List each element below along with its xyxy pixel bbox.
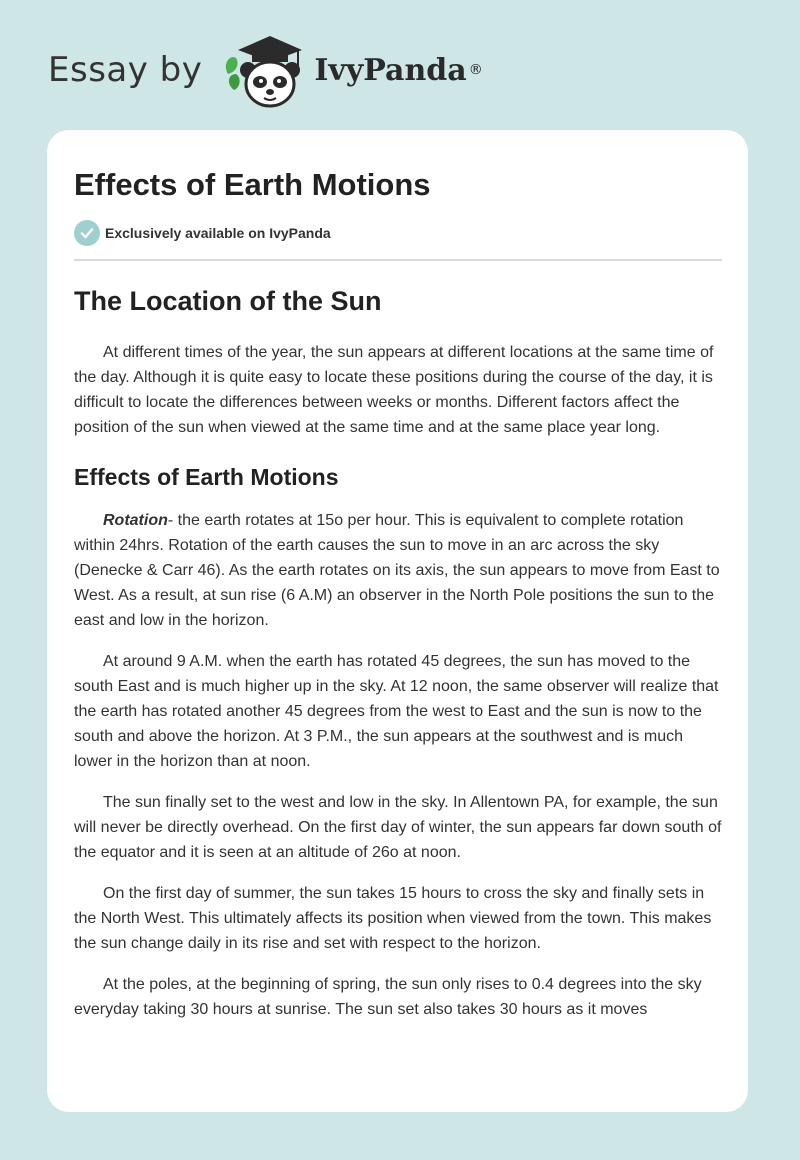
essay-card (47, 130, 748, 1112)
registered-mark: ® (468, 62, 483, 78)
paragraph-text: - the earth rotates at 15o per hour. This is equivalent to complete rotation within 24hrs. Rotation of the earth causes the sun to move in an arc across the sky (Denecke & Carr 46). As the earth rotates on its axis, the sun appears to move from East to West. As a result, at sun rise (6 A.M) an observer in the North Pole positions the sun to the east and low in the horizon. (74, 512, 720, 630)
paragraph: At different times of the year, the sun appears at different locations at the same time of the day. Although it is quite easy to locate these positions during the course of the day, it is difficult to locate the differences between weeks or months. Different factors affect the position of the sun when viewed at the same time and at the same place year long. (74, 343, 714, 436)
brand-prefix: Essay by (48, 50, 203, 90)
exclusive-badge (74, 220, 722, 246)
paragraph: At around 9 A.M. when the earth has rotated 45 degrees, the sun has moved to the south East and is much higher up in the sky. At 12 noon, the same observer will realize that the earth has rotated another 45 degrees from the west to East and the sun is now to the south and above the horizon. At 3 P.M., the sun appears at the southwest and is much lower in the horizon than at noon. (74, 653, 719, 771)
panda-graduate-icon (218, 30, 310, 110)
section-heading: The Location of the Sun (74, 286, 382, 317)
brand-name: IvyPanda (314, 52, 467, 88)
divider (74, 259, 722, 261)
exclusive-label: Exclusively available on IvyPanda (105, 225, 331, 242)
paragraph: The sun finally set to the west and low in the sky. In Allentown PA, for example, the sun will never be directly overhead. On the first day of winter, the sun appears far down south of the equator and it is seen at an altitude of 26o at noon. (74, 794, 722, 862)
site-header (48, 30, 483, 110)
check-circle-icon (74, 220, 100, 246)
essay-title: Effects of Earth Motions (74, 167, 431, 202)
subsection-heading: Effects of Earth Motions (74, 463, 339, 490)
paragraph: At the poles, at the beginning of spring, the sun only rises to 0.4 degrees into the sky everyday taking 30 hours at sunrise. The sun set also takes 30 hours as it moves (74, 976, 702, 1019)
paragraph: On the first day of summer, the sun takes 15 hours to cross the sky and finally sets in the North West. This ultimately affects its position when viewed from the town. This makes the sun change daily in its rise and set with respect to the horizon. (74, 885, 712, 953)
term-rotation: Rotation (103, 512, 168, 530)
paragraph (74, 508, 722, 633)
